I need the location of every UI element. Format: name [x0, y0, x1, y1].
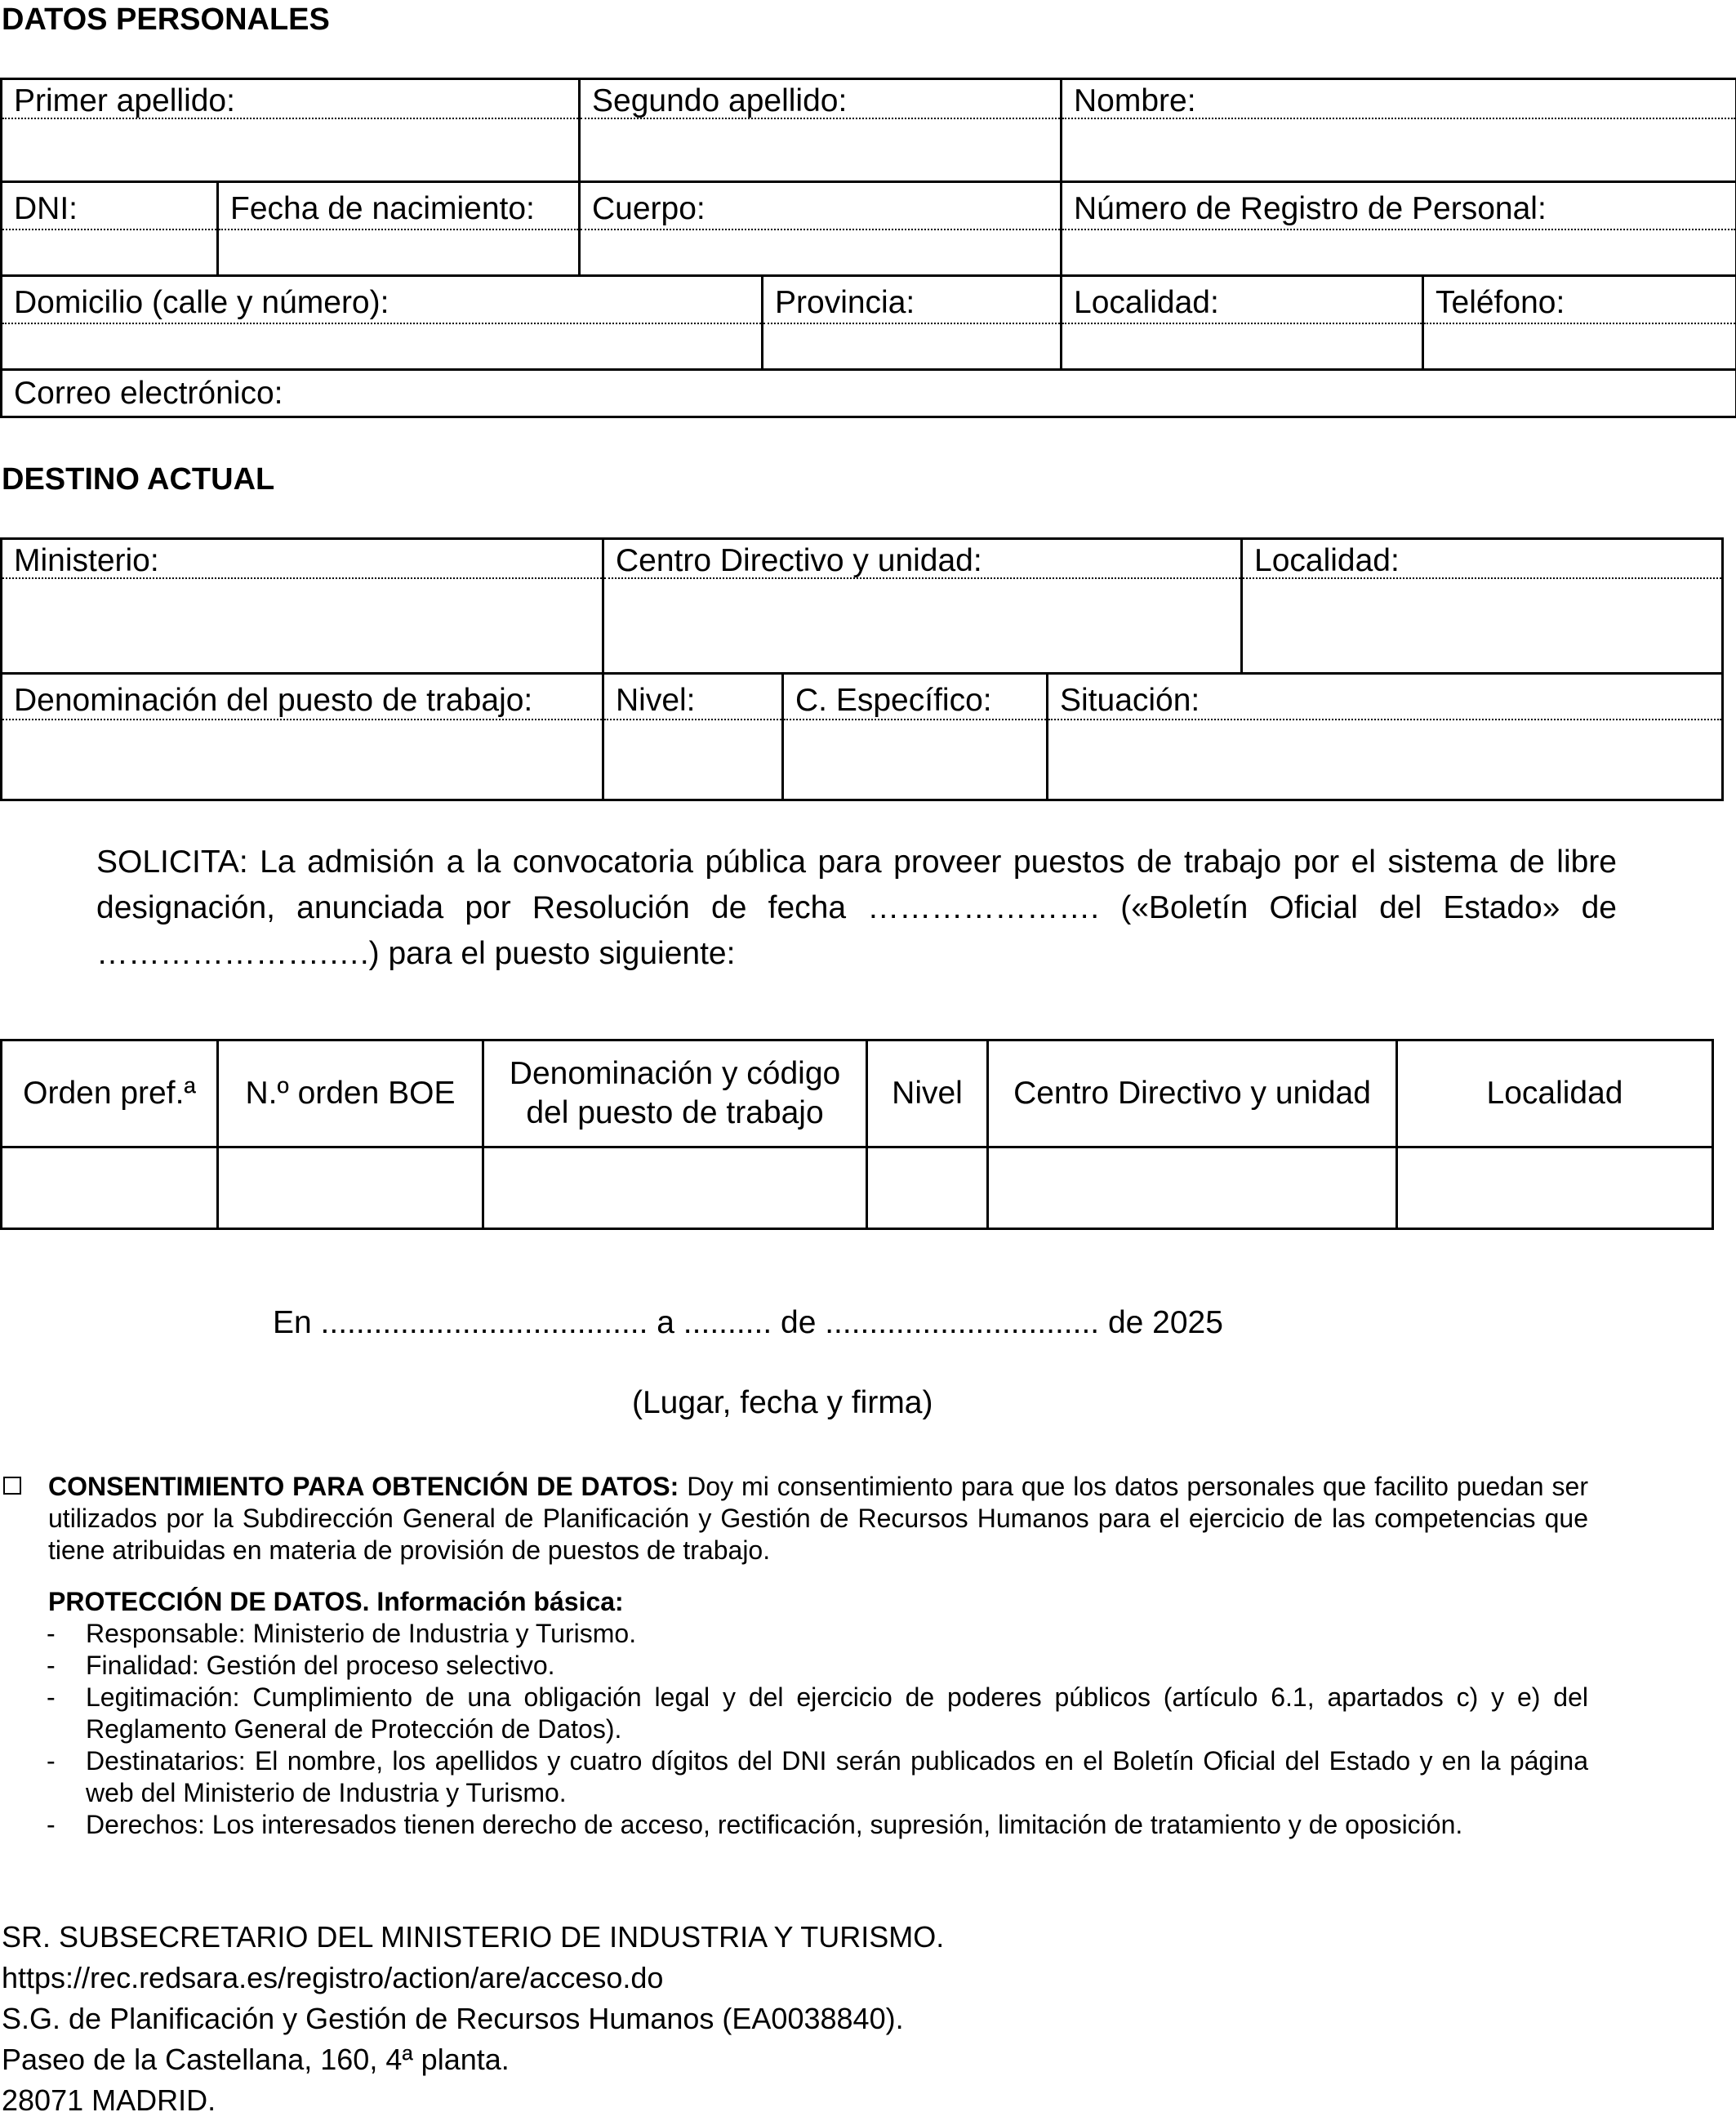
field-nombre[interactable]: Nombre: [1062, 79, 1736, 182]
field-correo-electronico[interactable]: Correo electrónico: [2, 370, 1736, 417]
proteccion-title: PROTECCIÓN DE DATOS. Información básica: [48, 1586, 624, 1618]
cell-nivel[interactable] [867, 1147, 988, 1229]
field-c-especifico[interactable]: C. Específico: [783, 674, 1048, 800]
footer-link[interactable]: https://rec.redsara.es/registro/action/are/acceso.do [2, 1958, 944, 1998]
list-item: - Legitimación: Cumplimiento de una obligación legal y del ejercicio de poderes públicos (artículo 6.1, apartados c) y e) del Reglamento General de Protección de Datos). [47, 1682, 1588, 1745]
field-dni[interactable]: DNI: [2, 182, 218, 276]
footer-recipient: SR. SUBSECRETARIO DEL MINISTERIO DE INDUSTRIA Y TURISMO. [2, 1917, 944, 1958]
col-header-localidad: Localidad [1397, 1040, 1713, 1147]
section-heading-datos-personales: DATOS PERSONALES [2, 2, 330, 38]
field-segundo-apellido[interactable]: Segundo apellido: [580, 79, 1062, 182]
signature-caption: (Lugar, fecha y firma) [632, 1384, 933, 1422]
cell-orden-pref[interactable] [2, 1147, 218, 1229]
cell-numero-orden-boe[interactable] [218, 1147, 483, 1229]
destino-actual-table [0, 537, 1724, 801]
consent-title: CONSENTIMIENTO PARA OBTENCIÓN DE DATOS: [48, 1472, 679, 1501]
footer-street: Paseo de la Castellana, 160, 4ª planta. [2, 2039, 944, 2080]
field-numero-registro-personal[interactable]: Número de Registro de Personal: [1062, 182, 1736, 276]
section-heading-destino-actual: DESTINO ACTUAL [2, 461, 274, 497]
cell-centro-directivo[interactable] [988, 1147, 1397, 1229]
cell-localidad[interactable] [1397, 1147, 1713, 1229]
consent-text: Doy mi consentimiento para que los datos personales que facilito puedan ser utilizados por la Subdirección General de Planificación y Gestión de Recursos Humanos para el ejercicio de las competencias que tiene atribuidas en materia de provisión de puestos de trabajo. [48, 1472, 1588, 1565]
field-nivel[interactable]: Nivel: [603, 674, 783, 800]
footer-city: 28071 MADRID. [2, 2080, 944, 2121]
field-fecha-nacimiento[interactable]: Fecha de nacimiento: [218, 182, 580, 276]
col-header-centro-directivo: Centro Directivo y unidad [988, 1040, 1397, 1147]
proteccion-list [47, 1618, 1588, 1841]
field-domicilio[interactable]: Domicilio (calle y número): [2, 276, 763, 370]
field-localidad[interactable]: Localidad: [1062, 276, 1423, 370]
field-denominacion-puesto[interactable]: Denominación del puesto de trabajo: [2, 674, 603, 800]
list-item: - Destinatarios: El nombre, los apellidos y cuatro dígitos del DNI serán publicados en el Boletín Oficial del Estado y en la página web del Ministerio de Industria y Turismo. [47, 1745, 1588, 1809]
puesto-solicitado-table [0, 1039, 1714, 1230]
field-ministerio[interactable]: Ministerio: [2, 539, 603, 674]
footer-unit: S.G. de Planificación y Gestión de Recursos Humanos (EA0038840). [2, 1998, 944, 2039]
list-item: - Derechos: Los interesados tienen derecho de acceso, rectificación, supresión, limitación de tratamiento y de oposición. [47, 1809, 1588, 1841]
col-header-nivel: Nivel [867, 1040, 988, 1147]
place-date-line: En ..................................... a .......... de ............................... de 2025 [273, 1304, 1223, 1342]
list-item: - Responsable: Ministerio de Industria y Turismo. [47, 1618, 1588, 1650]
solicita-paragraph: SOLICITA: La admisión a la convocatoria pública para proveer puestos de trabajo por el sistema de libre designación, anunciada por Resolución de fecha …………………. («Boletín Oficial del Estado» de ………………….….) para el puesto siguiente: [96, 840, 1617, 977]
consent-checkbox[interactable] [3, 1477, 21, 1495]
col-header-orden-pref: Orden pref.ª [2, 1040, 218, 1147]
field-centro-directivo-unidad[interactable]: Centro Directivo y unidad: [603, 539, 1242, 674]
field-situacion[interactable]: Situación: [1048, 674, 1723, 800]
col-header-denominacion-codigo: Denominación y código del puesto de trabajo [483, 1040, 867, 1147]
footer-address [2, 1917, 944, 2121]
field-cuerpo[interactable]: Cuerpo: [580, 182, 1062, 276]
field-telefono[interactable]: Teléfono: [1423, 276, 1736, 370]
field-provincia[interactable]: Provincia: [763, 276, 1062, 370]
field-primer-apellido[interactable]: Primer apellido: [2, 79, 580, 182]
col-header-numero-orden-boe: N.º orden BOE [218, 1040, 483, 1147]
list-item: - Finalidad: Gestión del proceso selectivo. [47, 1650, 1588, 1682]
cell-denominacion-codigo[interactable] [483, 1147, 867, 1229]
consent-paragraph [48, 1471, 1588, 1566]
datos-personales-table [0, 78, 1736, 418]
field-localidad-destino[interactable]: Localidad: [1242, 539, 1723, 674]
